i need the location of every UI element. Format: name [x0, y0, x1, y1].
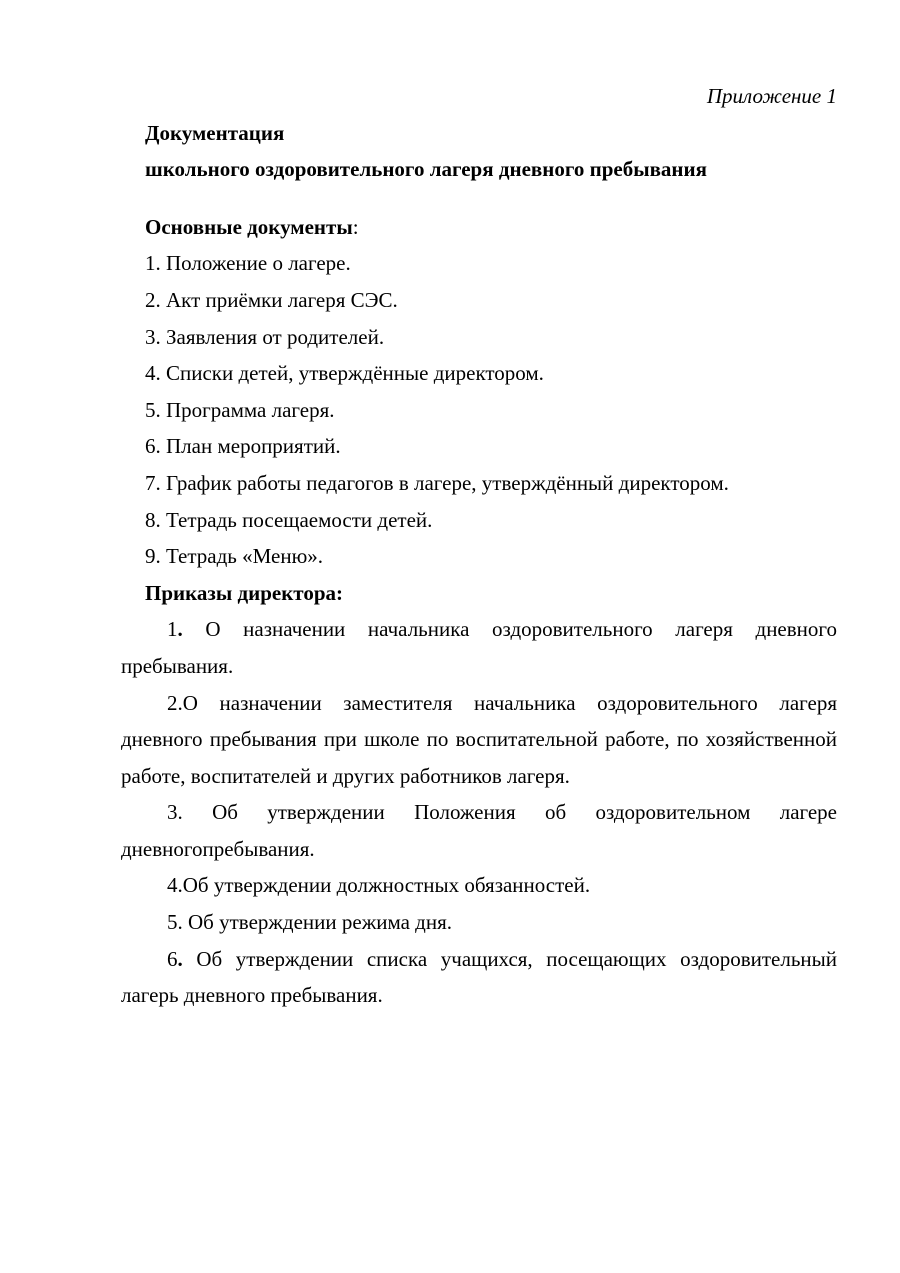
order-text: О назначении заместителя начальника оздоровительного лагеря дневного пребывания при школе по воспитательной работе, по хозяйственной работе, воспитателей и других работников лагеря.: [121, 690, 837, 788]
order-text: Об утверждении должностных обязанностей.: [182, 873, 591, 898]
main-documents-heading: [121, 209, 837, 246]
order-text: Об утверждении списка учащихся, посещающих оздоровительный лагерь дневного пребывания.: [121, 946, 837, 1008]
list-item: 2. Акт приёмки лагеря СЭС.: [145, 287, 398, 312]
main-documents-heading-text: Основные документы: [145, 214, 353, 239]
doc-title-line-2: школьного оздоровительного лагеря дневного пребывания: [145, 157, 707, 182]
list-item: 6. План мероприятий.: [145, 434, 341, 459]
order-number-dot: .: [177, 910, 183, 935]
annex-label: Приложение 1: [706, 84, 837, 108]
list-item: 7. График работы педагогов в лагере, утверждённый директором.: [145, 470, 729, 495]
order-text: О назначении начальника оздоровительного лагеря дневного пребывания.: [121, 617, 837, 678]
order-number: 6: [167, 946, 178, 971]
order-number: 1: [167, 617, 178, 642]
order-text: Об утверждении Положения об оздоровительном лагере дневногопребывания.: [121, 800, 837, 861]
order-paragraph: [121, 941, 837, 1014]
director-orders-heading: Приказы директора:: [145, 580, 344, 605]
order-number-dot: .: [177, 873, 183, 898]
list-item: 1. Положение о лагере.: [145, 251, 351, 276]
order-number-dot: .: [177, 617, 183, 642]
order-number-dot: .: [177, 800, 183, 825]
order-paragraph: [121, 685, 837, 795]
order-text: Об утверждении режима дня.: [182, 910, 452, 935]
main-documents-heading-colon: :: [352, 214, 359, 239]
doc-title-line-1: Документация: [145, 120, 285, 145]
order-paragraph: [121, 611, 837, 684]
order-paragraph: [121, 867, 837, 904]
list-item: 3. Заявления от родителей.: [145, 324, 385, 349]
order-number: 5: [167, 910, 178, 935]
order-number: 3: [167, 800, 178, 825]
order-number-dot: .: [177, 946, 183, 971]
order-number: 2: [167, 690, 178, 715]
order-paragraph: [121, 904, 837, 941]
order-number: 4: [167, 873, 178, 898]
list-item: 5. Программа лагеря.: [145, 397, 335, 422]
list-item: 9. Тетрадь «Меню».: [145, 544, 324, 569]
list-item: 4. Списки детей, утверждённые директором.: [145, 361, 544, 386]
order-paragraph: [121, 794, 837, 867]
order-number-dot: .: [177, 690, 183, 715]
list-item: 8. Тетрадь посещаемости детей.: [145, 507, 433, 532]
